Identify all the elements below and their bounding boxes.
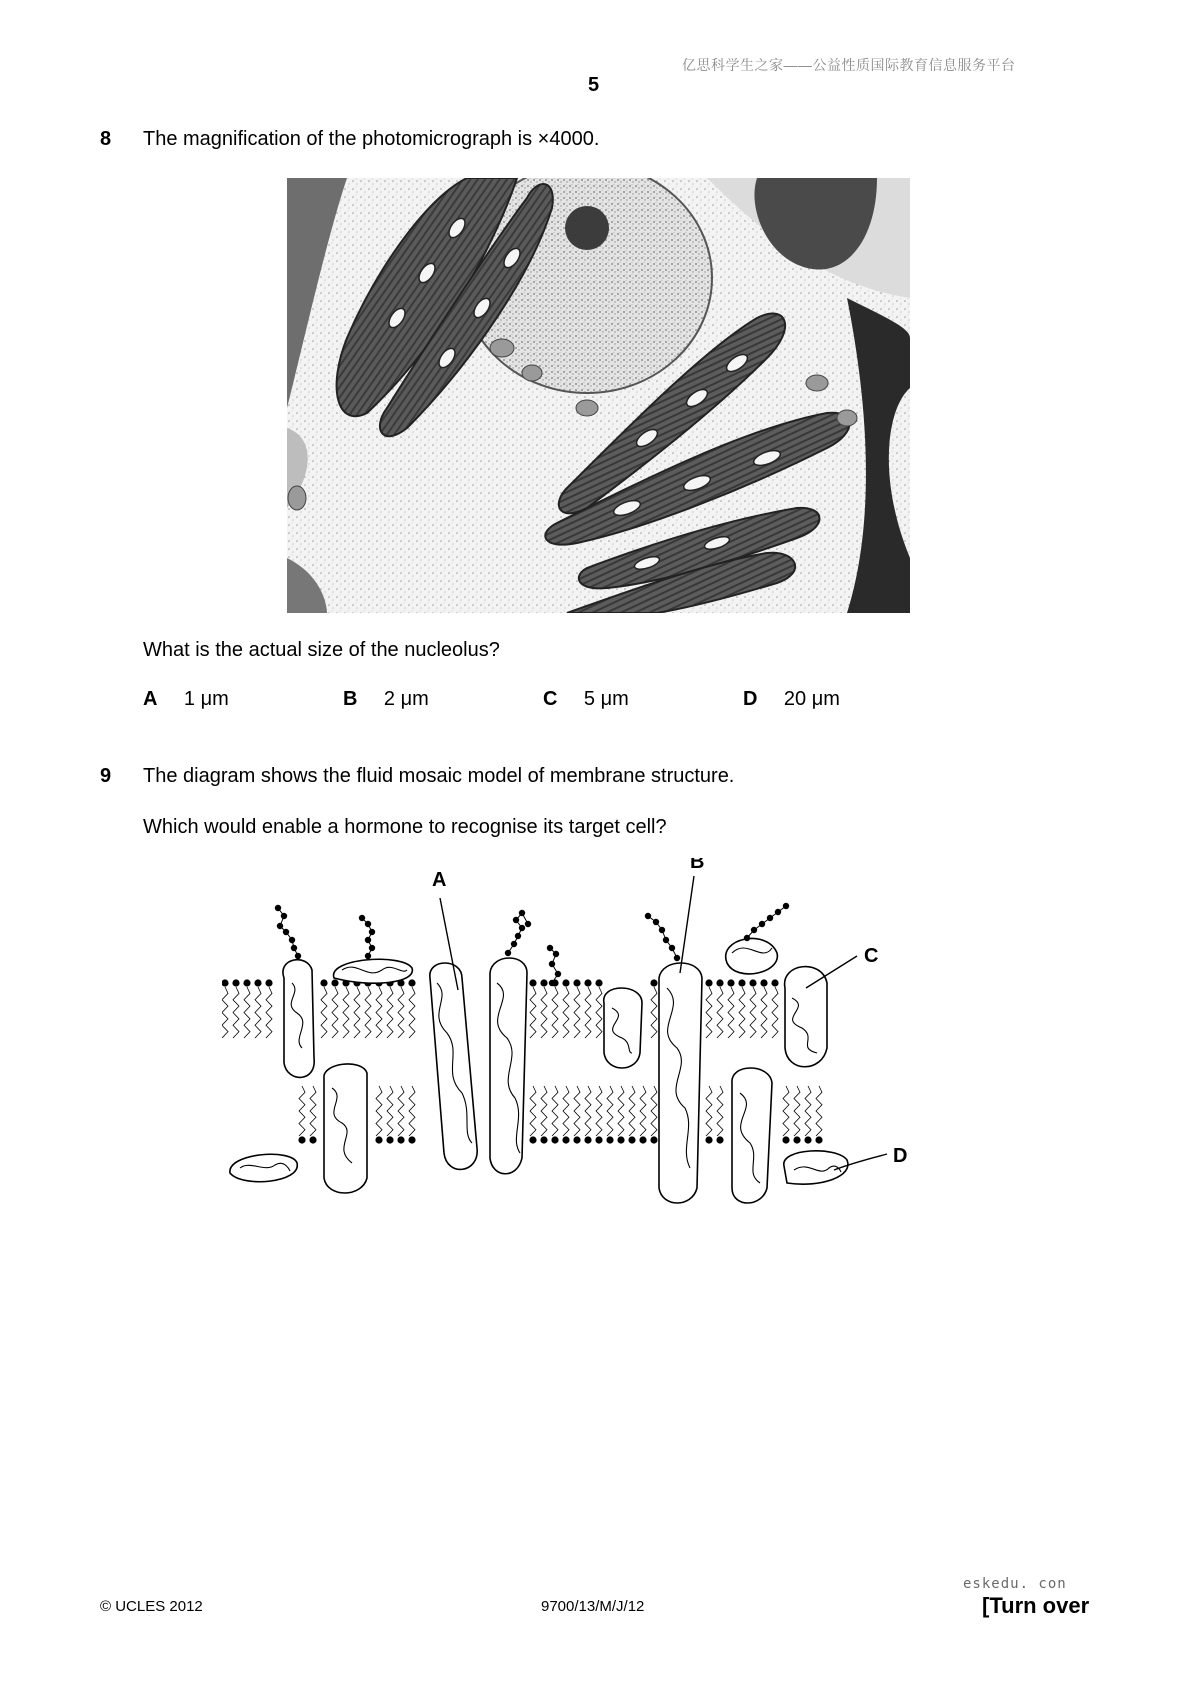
option-value: 1 μm <box>183 688 229 710</box>
integral-protein <box>604 988 642 1068</box>
option-value: 20 μm <box>783 688 840 710</box>
option-letter: B <box>343 688 358 710</box>
integral-protein <box>490 958 527 1174</box>
q8-option-a[interactable] <box>143 688 229 711</box>
membrane-proteins <box>230 939 848 1203</box>
page-number: 5 <box>588 74 600 96</box>
integral-protein <box>283 960 314 1078</box>
q8-question: What is the actual size of the nucleolus? <box>143 639 500 661</box>
label-d: D <box>893 1145 908 1167</box>
q8-number: 8 <box>100 128 112 150</box>
option-value: 5 μm <box>583 688 629 710</box>
protein-b <box>659 963 702 1203</box>
integral-protein <box>324 1064 367 1193</box>
label-c: C <box>864 945 879 967</box>
integral-protein <box>785 967 827 1067</box>
label-a: A <box>432 869 447 891</box>
protein-a <box>430 963 477 1169</box>
q9-stem: The diagram shows the fluid mosaic model of membrane structure. <box>143 765 735 787</box>
photomicrograph <box>287 178 910 613</box>
peripheral-protein <box>726 939 778 974</box>
option-value: 2 μm <box>383 688 429 710</box>
q8-option-b[interactable] <box>343 688 429 711</box>
footer-site: eskedu. con <box>963 1576 1067 1592</box>
q8-option-d[interactable] <box>743 688 840 711</box>
header-watermark: 亿思科学生之家——公益性质国际教育信息服务平台 <box>682 57 1016 73</box>
footer-copyright: © UCLES 2012 <box>100 1598 203 1615</box>
peripheral-protein <box>334 959 413 983</box>
option-letter: A <box>143 688 158 710</box>
q8-stem: The magnification of the photomicrograph is ×4000. <box>143 128 600 150</box>
turn-over: [Turn over <box>982 1593 1090 1618</box>
q9-question: Which would enable a hormone to recognise its target cell? <box>143 816 667 838</box>
footer-paper-code: 9700/13/M/J/12 <box>541 1598 645 1615</box>
fluid-mosaic-diagram <box>222 858 982 1218</box>
q9-number: 9 <box>100 765 112 787</box>
option-letter: C <box>543 688 558 710</box>
integral-protein <box>732 1068 772 1203</box>
option-letter: D <box>743 688 758 710</box>
label-b: B <box>690 858 705 873</box>
q8-option-c[interactable] <box>543 688 629 711</box>
